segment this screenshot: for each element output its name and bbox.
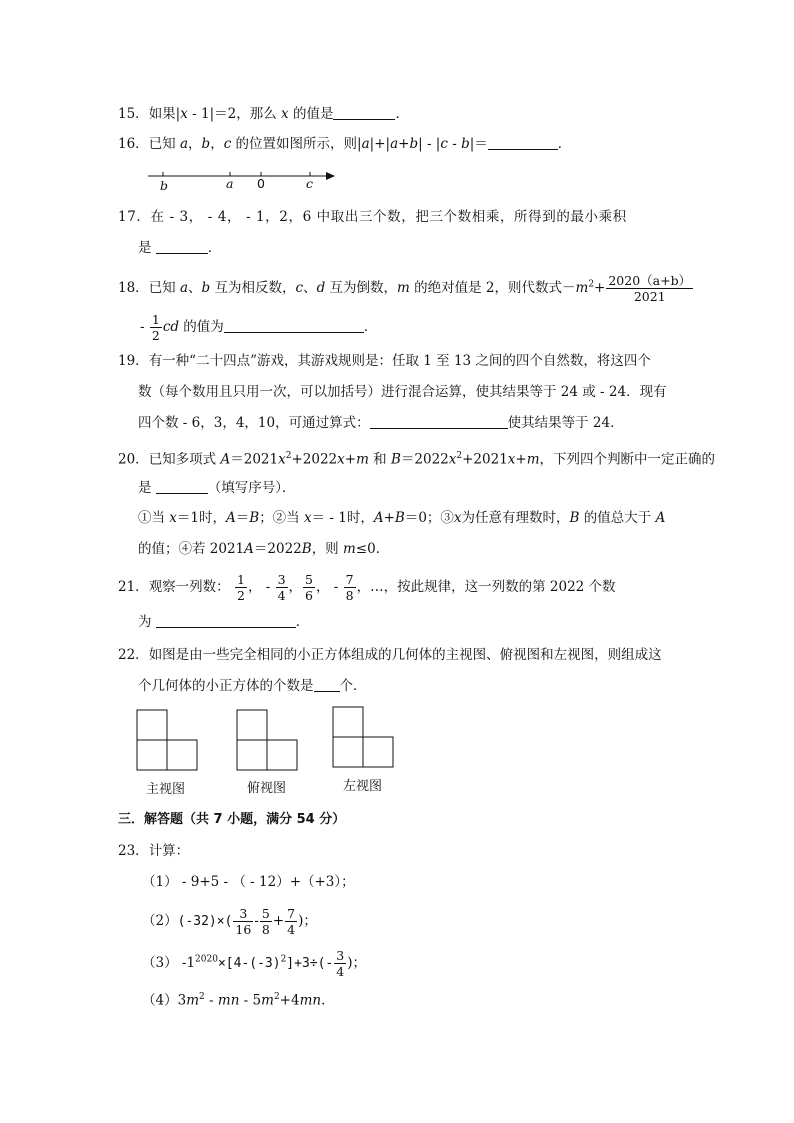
answer-blank[interactable]: [314, 677, 340, 692]
front-view-figure: [136, 709, 200, 773]
section-3-title: 三．解答题（共 7 小题，满分 54 分）: [118, 812, 346, 827]
question-21: 21．观察一列数： $\frac{1}{2}$ ， - $\frac{3}{4}$ ， $\frac{5}{6}$ ， - $\frac{7}{8}$ ，…，按此规律，这一列数的第 2022 个数: [118, 572, 616, 603]
left-view-figure: [332, 706, 396, 770]
answer-blank[interactable]: [156, 613, 296, 628]
question-20: 20．已知多项式 $A=2021x^2+2022x+m$ 和 $B=2022x^2+2021x+m$，下列四个判断中一定正确的: [118, 451, 716, 468]
fraction-1: $\frac{1}{2}$: [236, 572, 245, 603]
fraction-3: $\frac{5}{6}$: [305, 572, 313, 603]
question-22: 22．如图是由一些完全相同的小正方体组成的几何体的主视图、俯视图和左视图，则组成这: [118, 647, 662, 663]
fraction: $\frac{3}{16}$: [235, 906, 252, 937]
front-view-label: 主视图: [146, 782, 186, 797]
question-19-line2: 数（每个数用且只用一次，可以加括号）进行混合运算，使其结果等于 24 或 - 24．现有: [138, 384, 667, 400]
answer-blank[interactable]: [156, 239, 208, 254]
question-23: 23．计算：: [118, 843, 190, 859]
fraction: $\frac{3}{4}$: [336, 948, 345, 979]
q23-part-2: （2）(-32)×( $\frac{3}{16}$ - $\frac{5}{8}$ + $\frac{7}{4}$ )；: [142, 906, 317, 937]
question-19: 19．有一种“二十四点”游戏，其游戏规则是：任取 1 至 13 之间的四个自然数，将这四个: [118, 353, 651, 369]
q23-part-1: （1） - 9+5 - （ - 12）+（+3）；: [142, 874, 355, 890]
top-view-label: 俯视图: [247, 781, 287, 796]
question-17: 17．在 - 3， - 4， - 1，2，6 中取出三个数，把三个数相乘，所得到的最小乘积: [118, 209, 627, 225]
fraction-2: $\frac{3}{4}$: [277, 572, 286, 603]
question-18: 18．已知 a、b 互为相反数，c、d 互为倒数，m 的绝对值是 2，则代数式$-m^2+$ $\frac{2020(a+b)}{2021}$: [118, 273, 692, 304]
fraction-4: $\frac{7}{8}$: [345, 572, 354, 603]
question-21-line2: 为 ．: [138, 614, 310, 630]
question-17-line2: 是 ．: [138, 240, 222, 256]
question-19-line3: 四个数 - 6，3，4，10，可通过算式： 使其结果等于 24．: [138, 415, 624, 431]
question-20-line4: 的值；④若 2021A＝2022B，则 m≤0．: [138, 541, 390, 557]
point-b-label: b: [160, 178, 169, 193]
left-view-label: 左视图: [343, 779, 383, 794]
question-18-line2: - $\frac{1}{2}$ cd 的值为 ．: [140, 312, 378, 343]
answer-blank[interactable]: [488, 135, 558, 150]
point-a-label: a: [226, 176, 234, 191]
question-15: 15．如果|x - 1|＝2，那么 x 的值是 ．: [118, 106, 409, 122]
answer-blank[interactable]: [333, 105, 395, 120]
fraction: $\frac{5}{8}$: [261, 906, 270, 937]
point-zero-label: 0: [257, 176, 265, 191]
fraction: $\frac{2020(a+b)}{2021}$: [608, 273, 692, 304]
fraction: $\frac{7}{4}$: [287, 906, 296, 937]
answer-blank[interactable]: [224, 318, 364, 333]
point-c-label: c: [306, 176, 314, 191]
question-22-line2: 个几何体的小正方体的个数是 个．: [138, 678, 367, 694]
question-20-line2: 是 （填写序号）．: [138, 480, 296, 496]
question-20-line3: ①当 x＝1时，A＝B；②当 x＝ - 1时，A+B＝0；③x为任意有理数时，B 的值总大于 A: [138, 510, 666, 526]
answer-blank[interactable]: [156, 479, 208, 494]
top-view-figure: [236, 709, 300, 773]
q23-part-3: （3） $-1^{2020}\times[4-(-3)^2]+3\div(-$ $\frac{3}{4}$ )；: [142, 948, 366, 979]
fraction-half: $\frac{1}{2}$: [151, 312, 160, 343]
q23-part-4: $(4)3m^2$ - mn - $5m^2+4mn$．: [142, 992, 335, 1009]
answer-blank[interactable]: [370, 414, 508, 429]
question-16: 16．已知 a，b，c 的位置如图所示，则|a|+|a+b| - |c - b|＝ ．: [118, 136, 572, 152]
